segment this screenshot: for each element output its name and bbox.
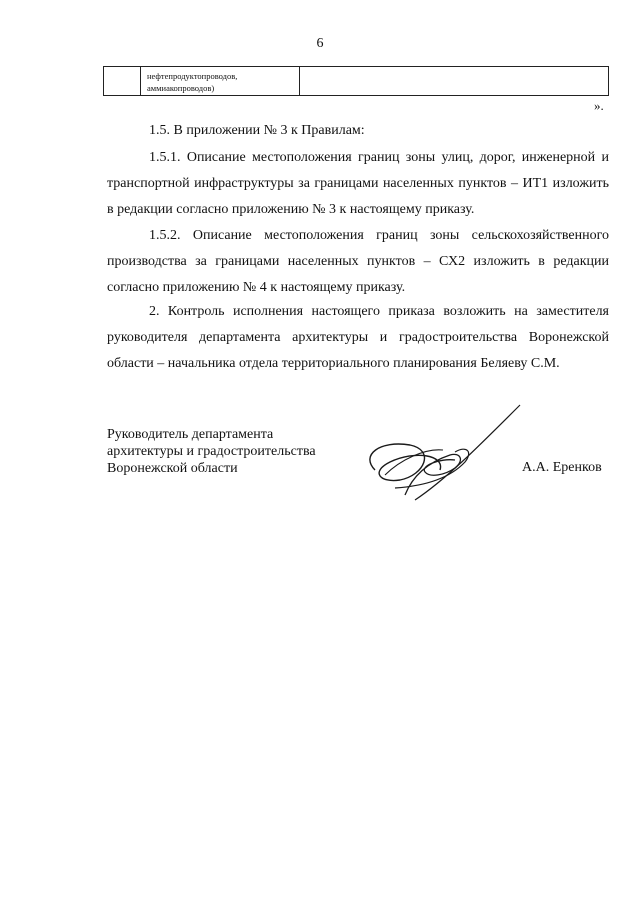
table-cell-line-2: аммиакопроводов) xyxy=(147,83,215,93)
table-cell-empty xyxy=(104,67,141,96)
handwritten-signature xyxy=(355,400,535,520)
paragraph-text: 1.5.2. Описание местоположения границ зоны сельскохозяйственного производства за границами населенных пунктов – СХ2 изложить в редакции согласно приложению № 4 к настоящему приказу. xyxy=(107,228,609,295)
paragraph-1-5 xyxy=(107,118,609,144)
signatory-position-line-1: Руководитель департамента xyxy=(107,427,274,442)
signatory-name: А.А. Еренков xyxy=(522,460,602,475)
page-number: 6 xyxy=(316,36,324,51)
table-cell-empty-right xyxy=(300,67,609,96)
signatory-position-line-2: архитектуры и градостроительства xyxy=(107,444,316,459)
signatory-position xyxy=(107,426,316,477)
paragraph-text: 2. Контроль исполнения настоящего приказа возложить на заместителя руководителя департамента архитектуры и градостроительства Воронежской области – начальника отдела территориального планирования Беляеву С.М. xyxy=(107,304,609,371)
paragraph-text: 1.5. В приложении № 3 к Правилам: xyxy=(149,123,365,138)
paragraph-1-5-2 xyxy=(107,223,609,301)
paragraph-text: 1.5.1. Описание местоположения границ зоны улиц, дорог, инженерной и транспортной инфраструктуры за границами населенных пунктов – ИТ1 изложить в редакции согласно приложению № 3 к настоящему приказу. xyxy=(107,150,609,217)
paragraph-2 xyxy=(107,299,609,377)
table-cell-line-1: нефтепродуктопроводов, xyxy=(147,71,238,81)
table-cell-text xyxy=(141,67,300,96)
closing-quote: ». xyxy=(594,98,604,113)
table-fragment xyxy=(103,66,609,96)
paragraph-1-5-1 xyxy=(107,145,609,223)
signatory-position-line-3: Воронежской области xyxy=(107,461,238,476)
